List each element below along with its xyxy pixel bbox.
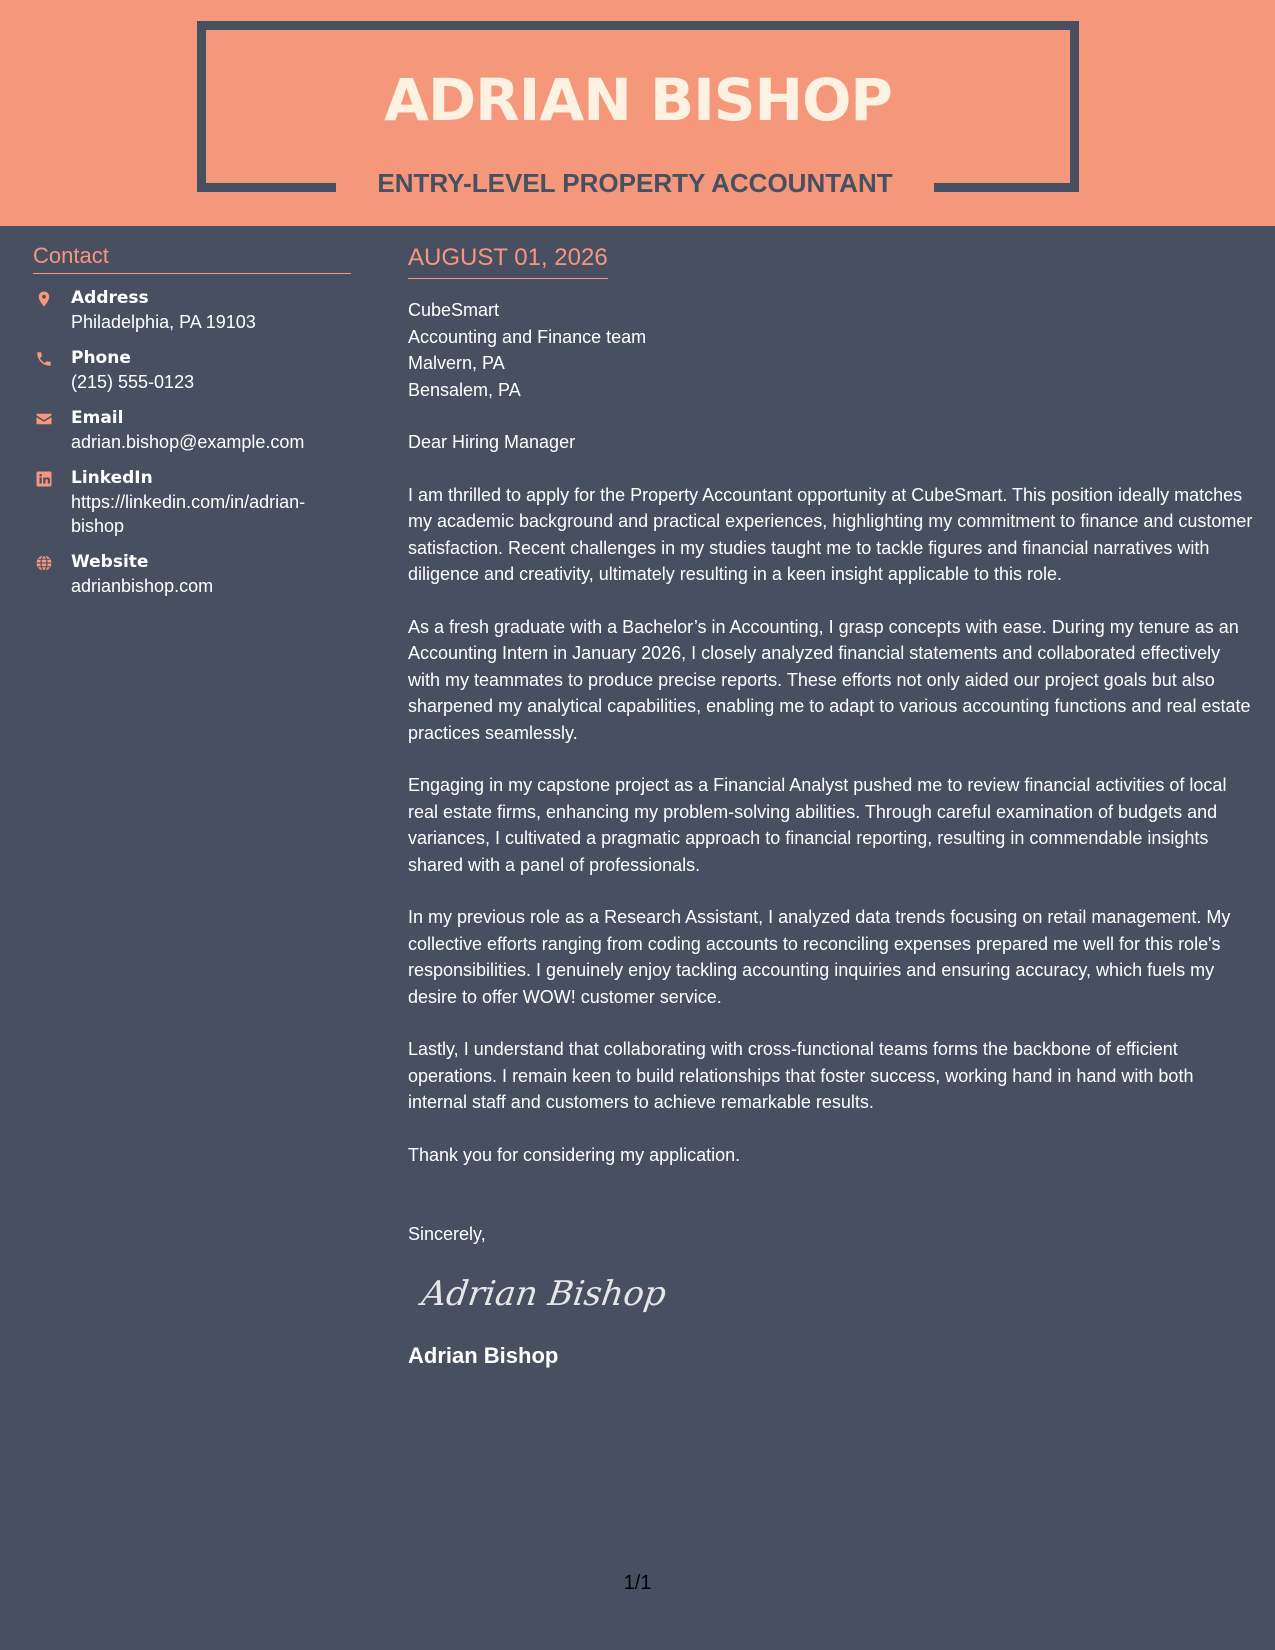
recipient-line: CubeSmart — [408, 300, 500, 320]
signer-name: Adrian Bishop — [408, 1342, 559, 1368]
contact-item-phone — [33, 346, 351, 394]
salutation: Dear Hiring Manager — [408, 432, 576, 452]
recipient-line: Bensalem, PA — [408, 379, 521, 400]
handwritten-signature: Adrian Bishop — [419, 1273, 669, 1314]
contact-item-website — [33, 550, 351, 598]
contact-item-address — [33, 286, 351, 334]
globe-icon — [35, 554, 53, 572]
applicant-name: ADRIAN BISHOP — [384, 66, 892, 134]
contact-label: Email — [71, 408, 124, 428]
letter-paragraph: Lastly, I understand that collaborating with cross-functional teams forms the backbone of efficient operations. I remain keen to build relationships that foster success, working hand in hand with both internal staff and customers to achieve remarkable results. — [408, 1039, 1194, 1112]
contact-label: Website — [71, 552, 149, 572]
contact-value[interactable]: https://linkedin.com/in/adrian-bishop — [71, 492, 306, 536]
contact-value[interactable]: adrian.bishop@example.com — [71, 432, 305, 452]
header-banner — [0, 0, 1275, 226]
closing: Sincerely, — [408, 1224, 486, 1244]
letter-body — [408, 242, 1253, 1370]
contact-label: LinkedIn — [71, 468, 153, 488]
letter-paragraph: Engaging in my capstone project as a Financial Analyst pushed me to review financial activities of local real estate firms, enhancing my problem-solving abilities. Through careful examination of budgets and variances, I cultivated a pragmatic approach to financial reporting, resulting in commendable insights shared with a panel of professionals. — [408, 775, 1227, 875]
job-title: ENTRY-LEVEL PROPERTY ACCOUNTANT — [377, 168, 893, 198]
contact-heading: Contact — [33, 242, 351, 274]
contact-label: Address — [71, 288, 149, 308]
letter-paragraph: I am thrilled to apply for the Property Accountant opportunity at CubeSmart. This position ideally matches my academic background and practical experiences, highlighting my commitment to finance and customer satisfaction. Recent challenges in my studies taught me to tackle figures and financial narratives with diligence and creativity, ultimately resulting in a keen insight applicable to this role. — [408, 484, 1253, 584]
map-pin-icon — [35, 290, 53, 308]
letter-paragraph: In my previous role as a Research Assistant, I analyzed data trends focusing on retail management. My collective efforts ranging from coding accounts to reconciling expenses prepared me well for this role's responsibilities. I genuinely enjoy tackling accounting inquiries and ensuring accuracy, which fuels my desire to offer WOW! customer service. — [408, 907, 1231, 1007]
contact-item-email — [33, 406, 351, 454]
recipient-line: Accounting and Finance team — [408, 326, 647, 347]
contact-value: Philadelphia, PA 19103 — [71, 312, 256, 332]
envelope-icon — [35, 410, 53, 428]
contact-value[interactable]: adrianbishop.com — [71, 576, 214, 596]
letter-date: AUGUST 01, 2026 — [408, 242, 608, 279]
contact-label: Phone — [71, 348, 131, 368]
linkedin-icon — [35, 470, 53, 488]
contact-item-linkedin — [33, 466, 351, 538]
letter-paragraph: As a fresh graduate with a Bachelor’s in Accounting, I grasp concepts with ease. During my tenure as an Accounting Intern in January 2026, I closely analyzed financial statements and collaborated effectively with my teammates to produce precise reports. These efforts not only aided our project goals but also sharpened my analytical capabilities, enabling me to adapt to various accounting functions and real estate practices seamlessly. — [408, 616, 1251, 743]
recipient-line: Malvern, PA — [408, 353, 505, 373]
phone-icon — [35, 350, 53, 368]
page-number: 1/1 — [623, 1572, 652, 1594]
recipient-block — [408, 297, 1253, 403]
letter-paragraph: Thank you for considering my application. — [408, 1144, 741, 1165]
contact-value: (215) 555-0123 — [71, 372, 195, 392]
contact-sidebar — [33, 242, 351, 610]
